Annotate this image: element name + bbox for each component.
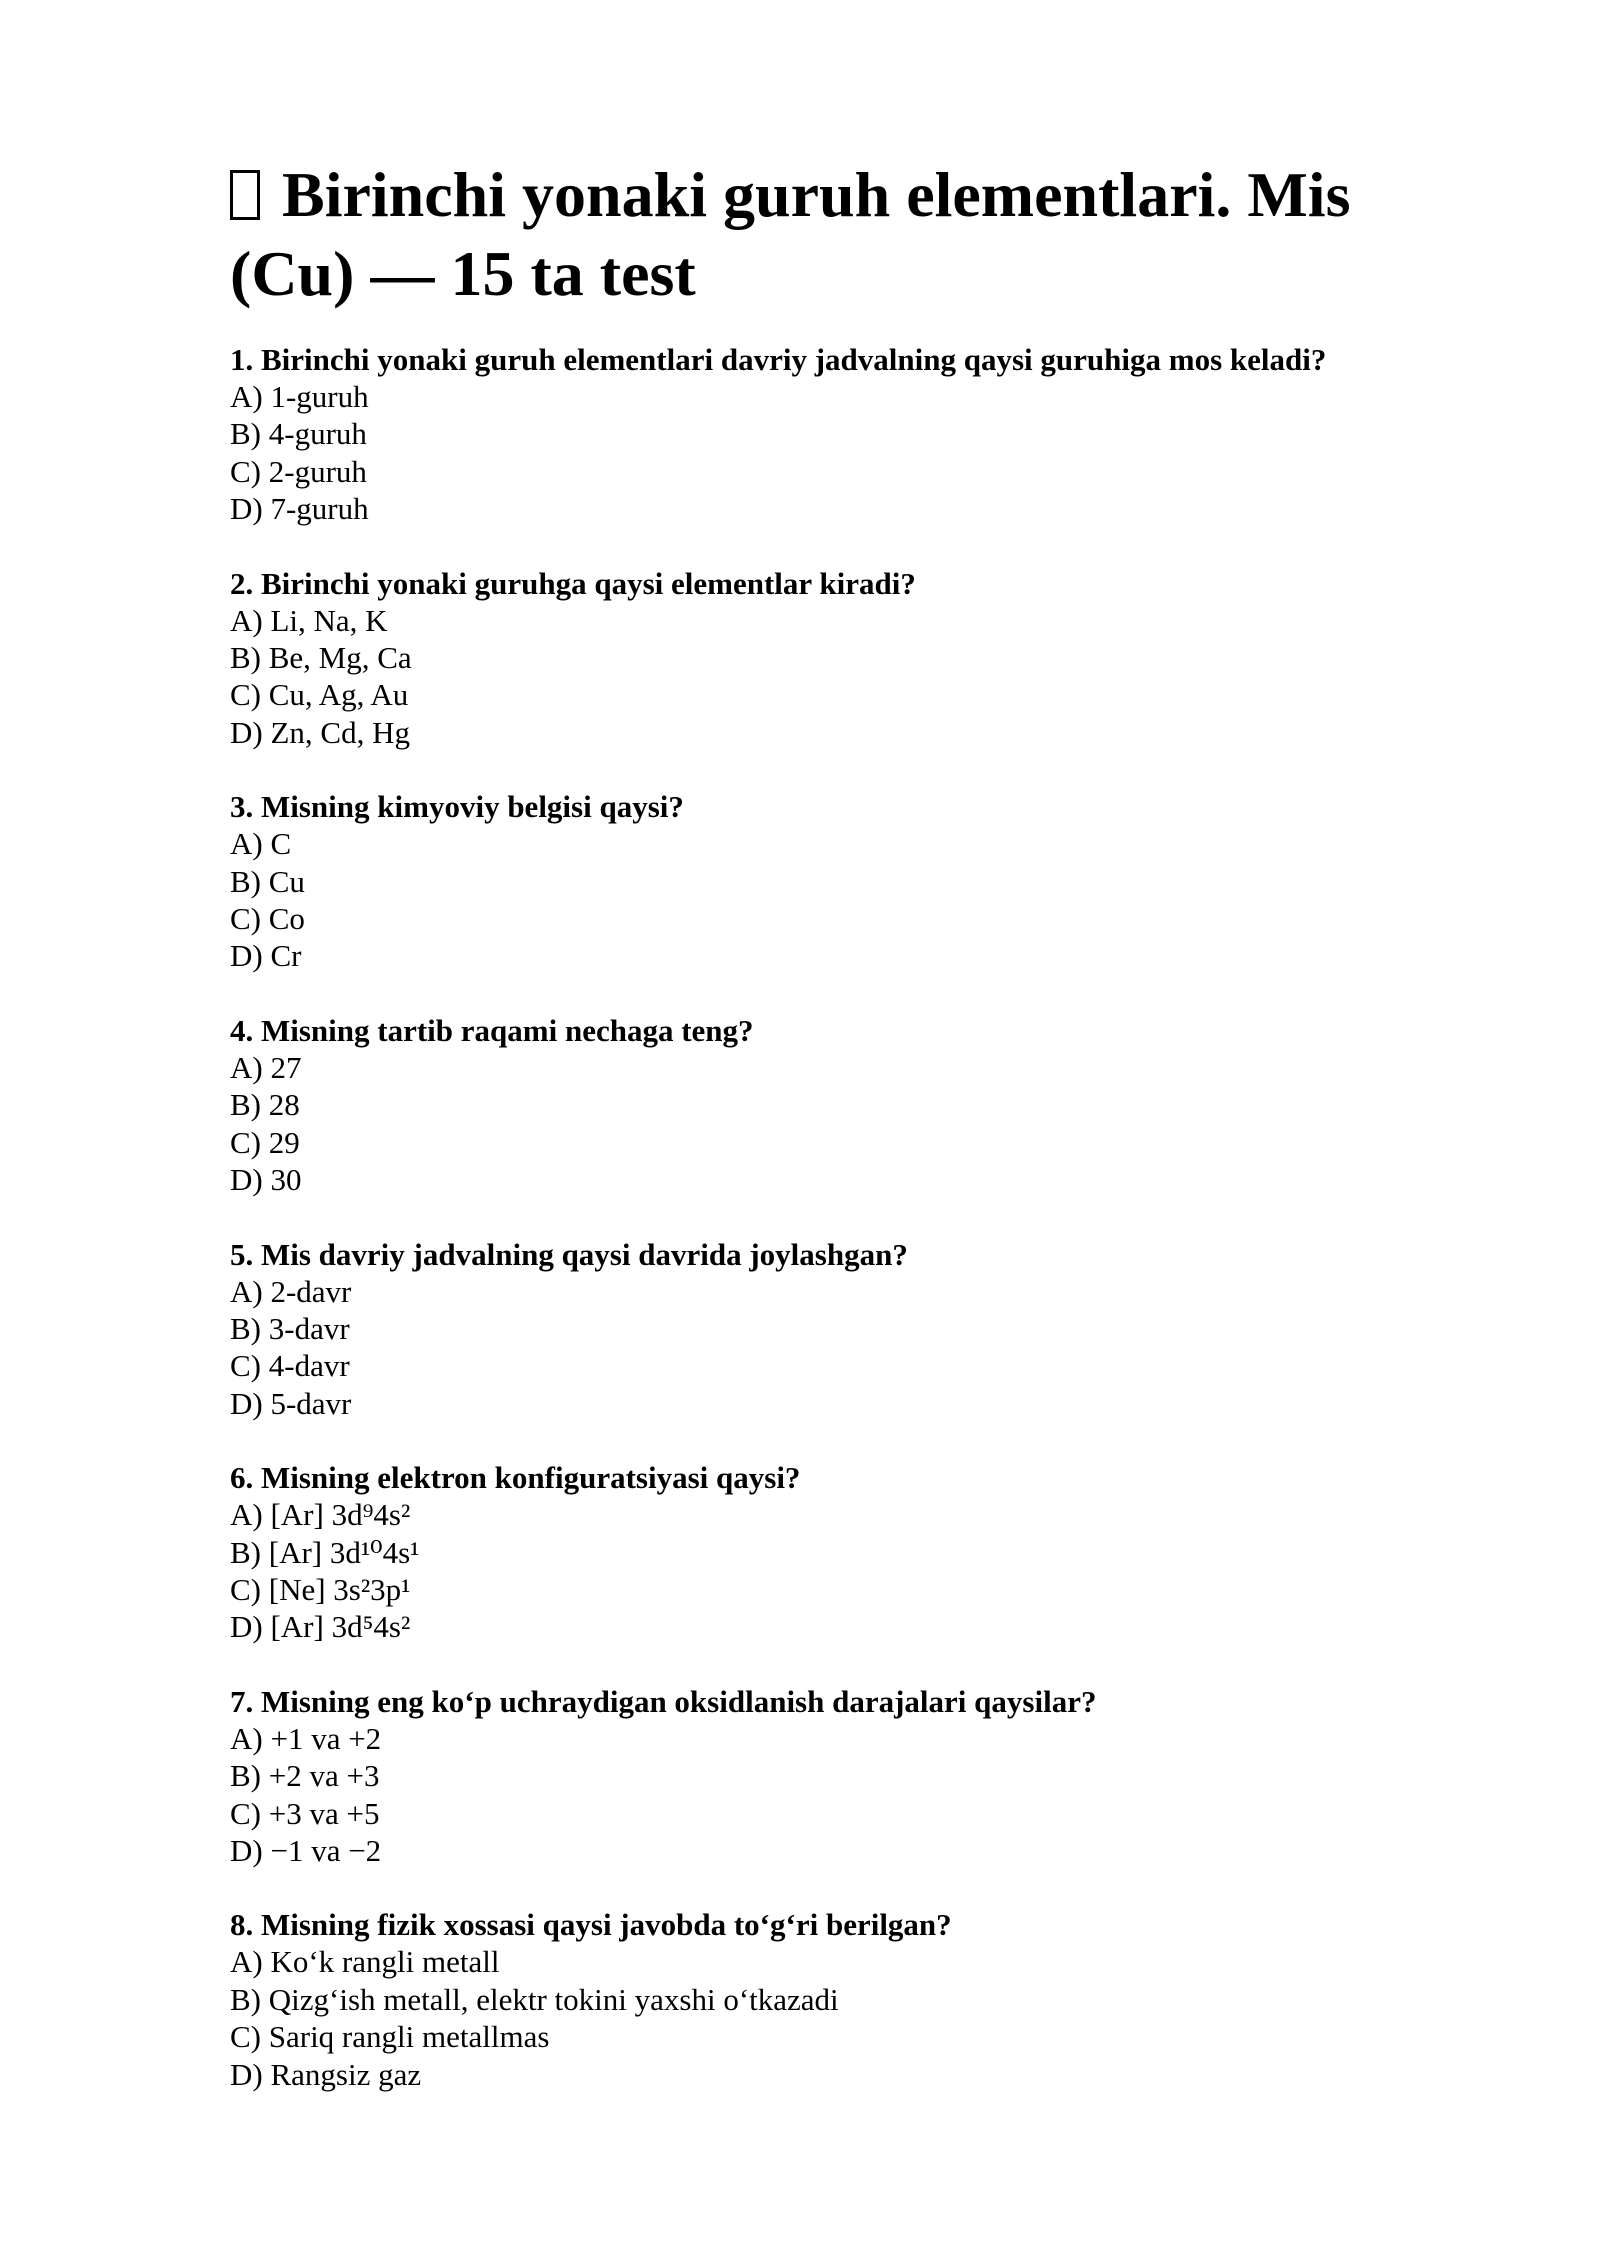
question-block (230, 1683, 1410, 1870)
question-block (230, 1459, 1410, 1646)
answer-option: A) 1-guruh (230, 379, 369, 414)
question-text: 6. Misning elektron konfiguratsiyasi qaysi? (230, 1460, 801, 1496)
answer-option: C) 2-guruh (230, 453, 367, 489)
answer-option: A) 2-davr (230, 1273, 352, 1309)
answer-option: B) 4-guruh (230, 416, 367, 452)
answer-option: B) 3-davr (230, 1310, 350, 1346)
answer-option: D) 30 (230, 1162, 302, 1198)
answer-option: D) Zn, Cd, Hg (230, 714, 410, 750)
answer-option: D) Rangsiz gaz (230, 2056, 422, 2092)
question-block (230, 1012, 1410, 1199)
answer-option: B) +2 va +3 (230, 1758, 380, 1794)
page-title-text: Birinchi yonaki guruh elementlari. Mis (Cu) — 15 ta test (230, 159, 1351, 309)
answer-option: D) 5-davr (230, 1385, 352, 1421)
question-text: 3. Misning kimyoviy belgisi qaysi? (230, 789, 684, 825)
question-text: 4. Misning tartib raqami nechaga teng? (230, 1012, 754, 1048)
answer-option: A) [Ar] 3d⁹4s² (230, 1497, 411, 1533)
answer-option: C) [Ne] 3s²3p¹ (230, 1571, 411, 1607)
answer-option: B) [Ar] 3d¹⁰4s¹ (230, 1534, 420, 1570)
answer-option: A) C (230, 826, 292, 862)
answer-option: C) 4-davr (230, 1348, 350, 1384)
answer-option: B) Qizg‘ish metall, elektr tokini yaxshi o‘tkazadi (230, 1981, 839, 2017)
answer-option: C) Co (230, 901, 305, 937)
question-block (230, 788, 1410, 975)
answer-option: C) 29 (230, 1124, 300, 1160)
missing-glyph-icon (230, 170, 260, 220)
document-page (230, 155, 1410, 2130)
answer-option: C) Sariq rangli metallmas (230, 2019, 550, 2055)
answer-option: D) −1 va −2 (230, 1832, 382, 1868)
answer-option: D) [Ar] 3d⁵4s² (230, 1609, 411, 1645)
answer-option: A) Li, Na, K (230, 602, 388, 638)
answer-option: A) +1 va +2 (230, 1720, 382, 1756)
question-text: 1. Birinchi yonaki guruh elementlari davriy jadvalning qaysi guruhiga mos keladi? (230, 342, 1327, 377)
question-text: 2. Birinchi yonaki guruhga qaysi elementlar kiradi? (230, 565, 916, 601)
answer-option: C) +3 va +5 (230, 1795, 380, 1831)
answer-option: C) Cu, Ag, Au (230, 677, 409, 713)
question-list (230, 341, 1410, 2093)
answer-option: B) Be, Mg, Ca (230, 640, 412, 676)
answer-option: B) Cu (230, 863, 305, 899)
question-block (230, 341, 1410, 528)
question-block (230, 1906, 1410, 2093)
page-title (230, 155, 1410, 313)
question-text: 7. Misning eng ko‘p uchraydigan oksidlanish darajalari qaysilar? (230, 1683, 1097, 1719)
question-text: 8. Misning fizik xossasi qaysi javobda to‘g‘ri berilgan? (230, 1907, 952, 1943)
answer-option: A) 27 (230, 1049, 302, 1085)
answer-option: B) 28 (230, 1087, 300, 1123)
answer-option: D) 7-guruh (230, 491, 369, 527)
answer-option: A) Ko‘k rangli metall (230, 1944, 500, 1980)
question-block (230, 1236, 1410, 1423)
answer-option: D) Cr (230, 938, 302, 974)
question-text: 5. Mis davriy jadvalning qaysi davrida joylashgan? (230, 1236, 908, 1272)
question-block (230, 565, 1410, 752)
